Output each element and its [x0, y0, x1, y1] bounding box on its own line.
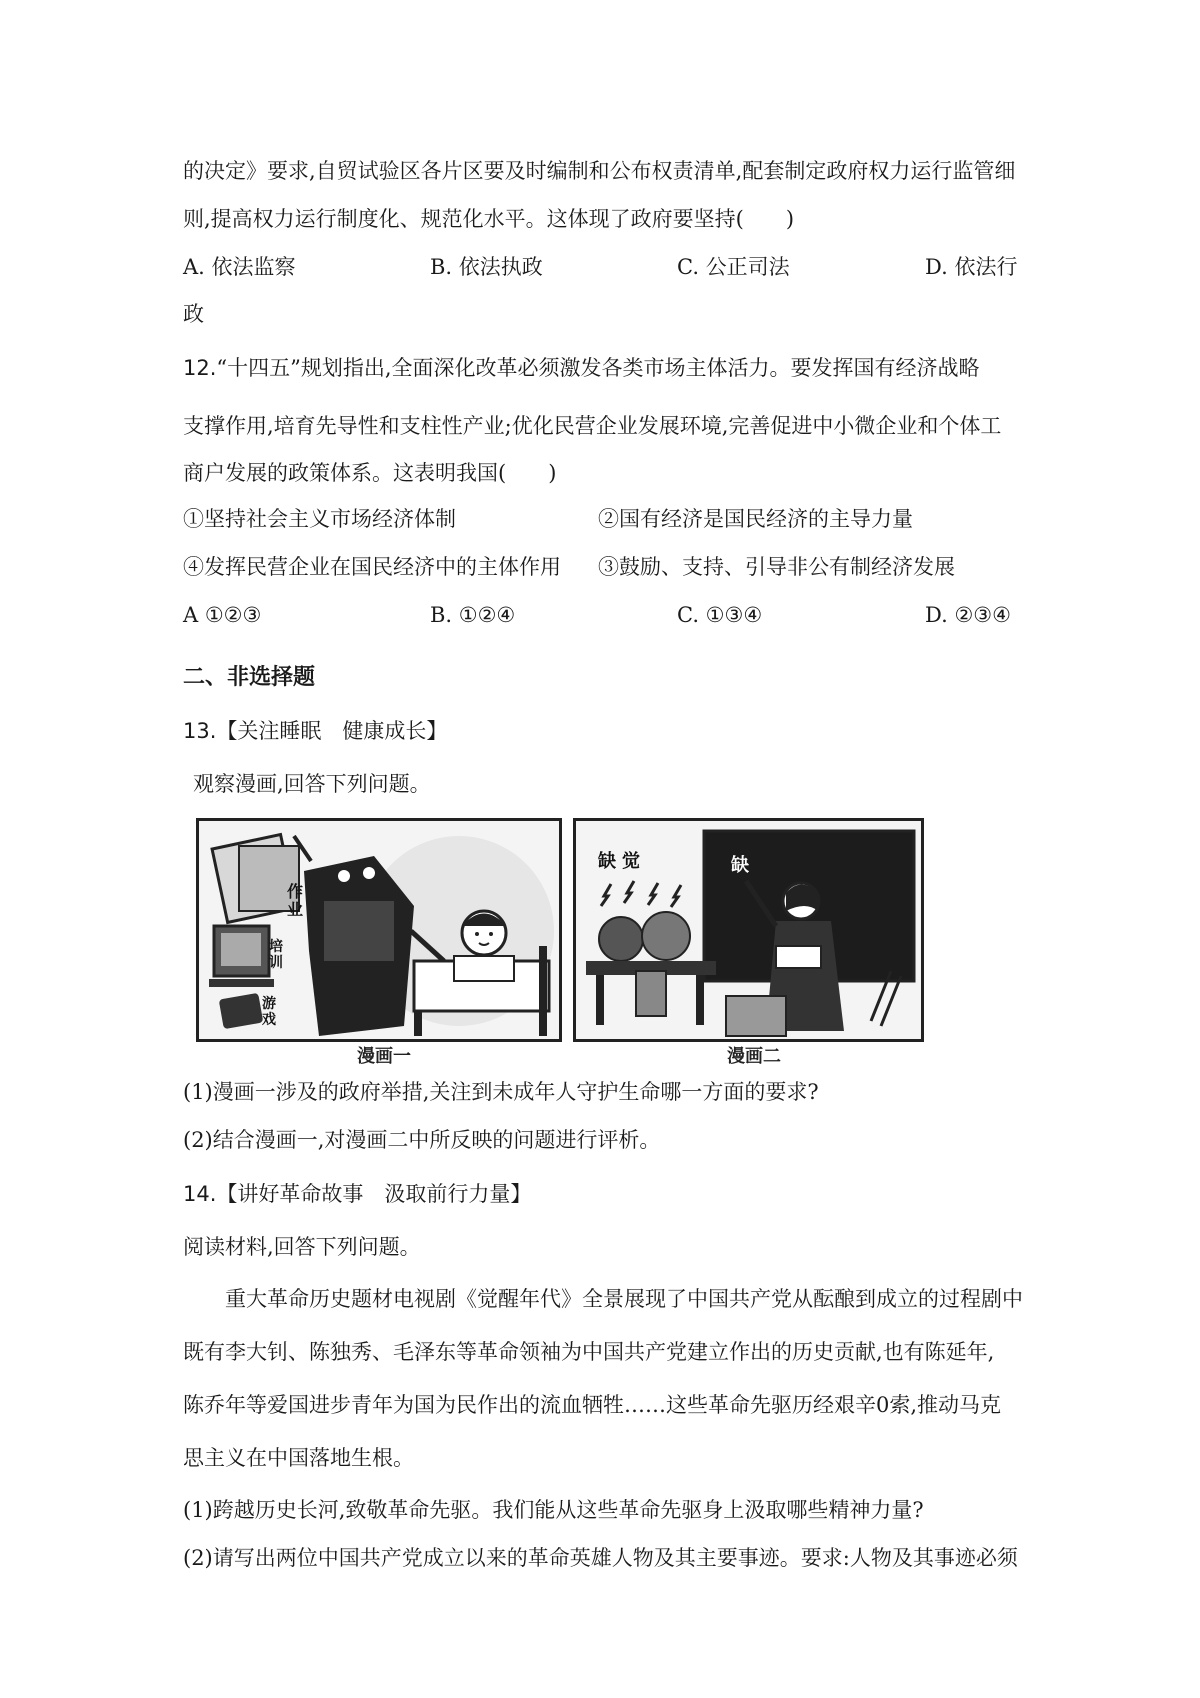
comic-panel-2: [573, 818, 924, 1042]
q12-line-1: [183, 354, 980, 382]
q14-material-line-2: 既有李大钊、陈独秀、毛泽东等革命领袖为中国共产党建立作出的历史贡献,也有陈延年,: [183, 1340, 995, 1364]
q12-statement-4: ④发挥民营企业在国民经济中的主体作用: [183, 555, 561, 579]
q14-material-line-4: 思主义在中国落地生根。: [183, 1446, 414, 1470]
comic-1-illustration: [199, 821, 559, 1039]
q12-option-c: C. ①③④: [677, 603, 763, 627]
q13-sub-1: (1)漫画一涉及的政府举措,关注到未成年人守护生命哪一方面的要求?: [183, 1080, 819, 1104]
q13-title: 【关注睡眠 健康成长】: [216, 719, 448, 743]
q14-sub-2: (2)请写出两位中国共产党成立以来的革命英雄人物及其主要事迹。要求:人物及其事迹必须: [183, 1546, 1018, 1570]
q14-header: [183, 1180, 531, 1208]
comic-panel-1: [196, 818, 562, 1042]
q13-sub-2: (2)结合漫画一,对漫画二中所反映的问题进行评析。: [183, 1128, 661, 1152]
q14-number: 14.: [183, 1182, 217, 1206]
section-title: 二、非选择题: [183, 665, 316, 690]
q13-number: 13.: [183, 719, 217, 743]
q11-line-2: 则,提高权力运行制度化、规范化水平。这体现了政府要坚持( ): [183, 207, 795, 231]
q12-line-3: 商户发展的政策体系。这表明我国( ): [183, 461, 557, 485]
comic-2-label-lack-sleep: 缺觉: [598, 851, 646, 872]
q12-number: 12.: [183, 356, 217, 380]
q13-intro: 观察漫画,回答下列问题。: [193, 772, 431, 796]
q14-title: 【讲好革命故事 汲取前行力量】: [216, 1182, 532, 1206]
comic-1-label-training: 培训: [269, 939, 283, 971]
q14-intro: 阅读材料,回答下列问题。: [183, 1235, 421, 1259]
comic-1-label-games: 游戏: [262, 996, 276, 1028]
q11-option-a: A. 依法监察: [183, 255, 296, 279]
q12-statement-1: ①坚持社会主义市场经济体制: [183, 507, 456, 531]
q13-header: [183, 717, 447, 745]
q12-statement-3: ③鼓励、支持、引导非公有制经济发展: [598, 555, 955, 579]
q11-option-d-wrap: 政: [183, 302, 204, 326]
q12-text-1: “十四五”规划指出,全面深化改革必须激发各类市场主体活力。要发挥国有经济战略: [216, 356, 980, 380]
q12-option-a: A ①②③: [183, 603, 262, 627]
q12-option-b: B. ①②④: [430, 603, 516, 627]
comic-1-label-homework: 作业: [287, 882, 304, 919]
q12-line-2: 支撑作用,培育先导性和支柱性产业;优化民营企业发展环境,完善促进中小微企业和个体工: [183, 414, 1002, 438]
q12-statement-2: ②国有经济是国民经济的主导力量: [598, 507, 913, 531]
q11-option-c: C. 公正司法: [677, 255, 790, 279]
q14-sub-1: (1)跨越历史长河,致敬革命先驱。我们能从这些革命先驱身上汲取哪些精神力量?: [183, 1498, 924, 1522]
comic-2-caption: 漫画二: [727, 1046, 781, 1067]
q11-option-d: D. 依法行: [925, 255, 1018, 279]
comic-2-label-board: 缺: [731, 855, 749, 876]
q11-line-1: 的决定》要求,自贸试验区各片区要及时编制和公布权责清单,配套制定政府权力运行监管细: [183, 159, 1016, 183]
comic-1-caption: 漫画一: [357, 1046, 411, 1067]
q11-option-b: B. 依法执政: [430, 255, 543, 279]
q14-material-line-3: 陈乔年等爱国进步青年为国为民作出的流血牺牲……这些革命先驱历经艰辛0索,推动马克: [183, 1393, 1002, 1417]
q12-option-d: D. ②③④: [925, 603, 1011, 627]
q14-material-line-1: 重大革命历史题材电视剧《觉醒年代》全景展现了中国共产党从酝酿到成立的过程剧中: [225, 1287, 1023, 1311]
